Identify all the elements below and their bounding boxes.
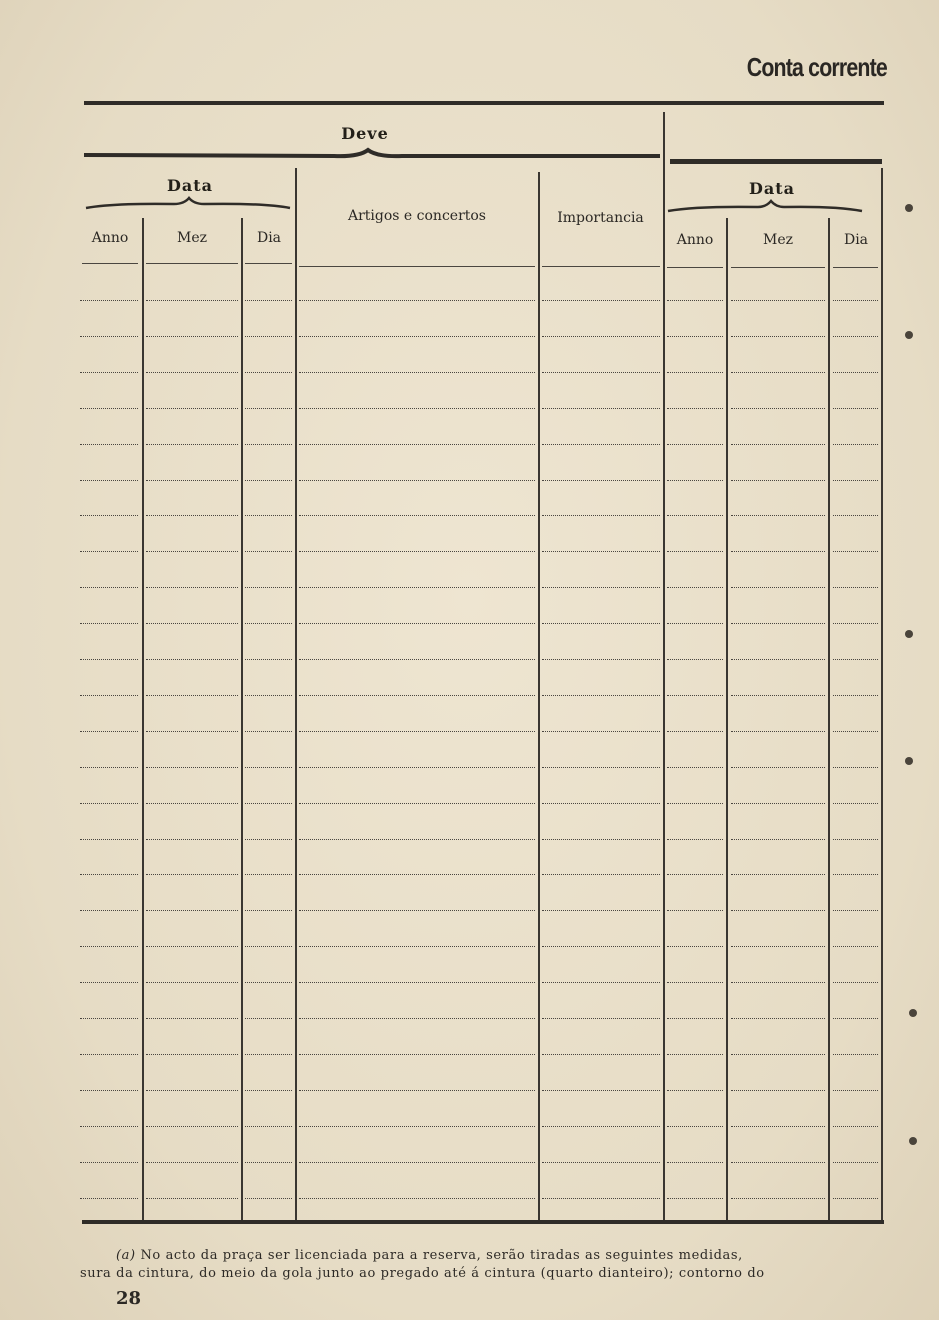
ledger-row-line [80, 408, 138, 409]
ledger-row-line [667, 839, 723, 840]
footnote-text-2: sura da cintura, do meio da gola junto ao pregado até á cintura (quarto dianteiro); contorno do [80, 1266, 765, 1281]
ledger-row-line [833, 1018, 878, 1019]
column-anno: Anno [91, 230, 129, 246]
column-artigos: Artigos e concertos [347, 208, 486, 224]
ledger-row-line [667, 1162, 723, 1163]
ledger-row-line [80, 1198, 138, 1199]
ledger-row-line [542, 767, 660, 768]
ledger-row-line [731, 946, 825, 947]
ledger-row-line [731, 659, 825, 660]
ledger-row-line [667, 982, 723, 983]
ledger-row-line [542, 300, 660, 301]
ledger-row-line [146, 444, 238, 445]
column-importancia: Importancia [557, 210, 644, 226]
ledger-row-line [667, 1054, 723, 1055]
ledger-row-line [731, 1198, 825, 1199]
ledger-row-line [299, 336, 535, 337]
ledger-row-line [80, 1054, 138, 1055]
ledger-row-line [833, 1126, 878, 1127]
ledger-row-line [833, 659, 878, 660]
ledger-row-line [542, 480, 660, 481]
ledger-row-line [833, 623, 878, 624]
ledger-row-line [833, 1090, 878, 1091]
ledger-row-line [731, 551, 825, 552]
ledger-row-line [667, 408, 723, 409]
ledger-row-line [667, 1018, 723, 1019]
ledger-row-line [542, 372, 660, 373]
ledger-row-line [833, 946, 878, 947]
ledger-row-line [731, 1018, 825, 1019]
ledger-row-line [299, 587, 535, 588]
deve-brace [84, 146, 664, 166]
ledger-row-line [833, 551, 878, 552]
ledger-row-line [80, 767, 138, 768]
ledger-row-line [667, 767, 723, 768]
ledger-row-line [80, 1090, 138, 1091]
binder-hole [909, 1137, 917, 1145]
right-date-header: Data [749, 179, 795, 198]
ledger-row-line [146, 1090, 238, 1091]
footnote-line-1 [80, 1248, 886, 1263]
ledger-row-line [731, 444, 825, 445]
ledger-row-line [245, 839, 292, 840]
ledger-row-line [731, 1090, 825, 1091]
ledger-row-line [245, 731, 292, 732]
binder-hole [905, 757, 913, 765]
ledger-row-line [542, 910, 660, 911]
ledger-row-line [245, 1198, 292, 1199]
ledger-row-line [80, 731, 138, 732]
ledger-row-line [146, 767, 238, 768]
ledger-row-line [833, 1162, 878, 1163]
header-underline [542, 266, 660, 267]
ledger-row-line [667, 1198, 723, 1199]
ledger-row-line [299, 946, 535, 947]
header-underline [667, 267, 723, 268]
ledger-row-line [833, 1054, 878, 1055]
ledger-row-line [299, 839, 535, 840]
ledger-row-line [146, 480, 238, 481]
header-underline [146, 263, 238, 264]
ledger-row-line [146, 515, 238, 516]
ledger-row-line [80, 587, 138, 588]
ledger-row-line [731, 515, 825, 516]
ledger-row-line [80, 982, 138, 983]
ledger-row-line [833, 982, 878, 983]
ledger-row-line [245, 767, 292, 768]
ledger-row-line [245, 300, 292, 301]
ledger-row-line [542, 1198, 660, 1199]
ledger-row-line [833, 767, 878, 768]
ledger-row-line [731, 803, 825, 804]
ledger-row-line [542, 659, 660, 660]
ledger-row-line [731, 336, 825, 337]
vrule-deve-right [663, 112, 665, 1220]
ledger-row-line [299, 1090, 535, 1091]
ledger-row-line [80, 372, 138, 373]
vrule-mez-dia-right [828, 218, 830, 1220]
ledger-row-line [542, 946, 660, 947]
ledger-row-line [146, 695, 238, 696]
ledger-row-line [667, 731, 723, 732]
ledger-row-line [542, 731, 660, 732]
vrule-anno-mez-right [726, 218, 728, 1220]
column-anno-right: Anno [676, 232, 714, 248]
ledger-row-line [299, 695, 535, 696]
ledger-row-line [80, 946, 138, 947]
ledger-row-line [542, 444, 660, 445]
ledger-row-line [146, 372, 238, 373]
ledger-row-line [731, 910, 825, 911]
ledger-row-line [245, 336, 292, 337]
ledger-row-line [667, 551, 723, 552]
ledger-row-line [299, 1018, 535, 1019]
binder-hole [905, 204, 913, 212]
ledger-row-line [833, 587, 878, 588]
ledger-row-line [146, 839, 238, 840]
bottom-rule [82, 1220, 884, 1224]
ledger-row-line [833, 839, 878, 840]
ledger-row-line [731, 1054, 825, 1055]
ledger-row-line [146, 300, 238, 301]
ledger-row-line [146, 408, 238, 409]
deve-header: Deve [341, 124, 389, 143]
ledger-row-line [833, 480, 878, 481]
ledger-row-line [542, 623, 660, 624]
ledger-row-line [80, 695, 138, 696]
ledger-row-line [833, 444, 878, 445]
vrule-artigos-left [295, 168, 297, 1220]
ledger-row-line [299, 515, 535, 516]
ledger-row-line [731, 408, 825, 409]
ledger-row-line [245, 515, 292, 516]
header-underline [82, 263, 138, 264]
ledger-row-line [146, 587, 238, 588]
left-date-header: Data [167, 176, 213, 195]
ledger-row-line [667, 372, 723, 373]
ledger-row-line [833, 336, 878, 337]
ledger-row-line [833, 300, 878, 301]
ledger-row-line [146, 336, 238, 337]
ledger-row-line [80, 1126, 138, 1127]
binder-hole [909, 1009, 917, 1017]
ledger-row-line [731, 695, 825, 696]
ledger-row-line [542, 982, 660, 983]
ledger-row-line [146, 659, 238, 660]
footnote-line-2 [80, 1266, 886, 1281]
ledger-row-line [245, 1018, 292, 1019]
ledger-row-line [245, 444, 292, 445]
column-mez-right: Mez [763, 232, 793, 248]
ledger-row-line [731, 1162, 825, 1163]
ledger-row-line [299, 910, 535, 911]
ledger-row-line [299, 1054, 535, 1055]
ledger-row-line [299, 408, 535, 409]
ledger-row-line [542, 1162, 660, 1163]
ledger-row-line [667, 336, 723, 337]
ledger-row-line [542, 839, 660, 840]
footnote-marker: (a) [116, 1248, 136, 1263]
vrule-table-right [881, 168, 883, 1220]
ledger-row-line [245, 910, 292, 911]
ledger-row-line [245, 1054, 292, 1055]
ledger-row-line [667, 1126, 723, 1127]
ledger-row-line [80, 444, 138, 445]
page-number: 28 [116, 1288, 142, 1309]
ledger-row-line [731, 731, 825, 732]
ledger-row-line [731, 839, 825, 840]
ledger-row-line [80, 839, 138, 840]
ledger-row-line [833, 695, 878, 696]
ledger-row-line [542, 515, 660, 516]
ledger-row-line [80, 551, 138, 552]
ledger-row-line [731, 623, 825, 624]
ledger-row-line [146, 946, 238, 947]
ledger-row-line [245, 803, 292, 804]
ledger-row-line [299, 444, 535, 445]
ledger-row-line [667, 803, 723, 804]
ledger-row-line [731, 767, 825, 768]
ledger-row-line [299, 300, 535, 301]
ledger-row-line [731, 300, 825, 301]
header-underline [731, 267, 825, 268]
ledger-row-line [299, 372, 535, 373]
ledger-row-line [833, 803, 878, 804]
ledger-row-line [245, 659, 292, 660]
ledger-row-line [245, 695, 292, 696]
ledger-row-line [245, 551, 292, 552]
header-underline [245, 263, 292, 264]
ledger-row-line [80, 910, 138, 911]
vrule-importancia-left [538, 172, 540, 1220]
ledger-row-line [299, 731, 535, 732]
ledger-row-line [299, 1198, 535, 1199]
ledger-row-line [667, 695, 723, 696]
ledger-row-line [542, 408, 660, 409]
ledger-row-line [731, 372, 825, 373]
ledger-row-line [667, 1090, 723, 1091]
ledger-row-line [146, 910, 238, 911]
vrule-mez-dia [241, 218, 243, 1220]
ledger-row-line [245, 1090, 292, 1091]
ledger-row-line [146, 1198, 238, 1199]
ledger-row-line [146, 982, 238, 983]
ledger-row-line [245, 408, 292, 409]
ledger-row-line [80, 515, 138, 516]
ledger-row-line [146, 1054, 238, 1055]
ledger-row-line [833, 731, 878, 732]
page-title: Conta corrente [746, 52, 887, 82]
ledger-row-line [245, 1126, 292, 1127]
ledger-row-line [731, 1126, 825, 1127]
ledger-row-line [667, 587, 723, 588]
ledger-row-line [80, 659, 138, 660]
ledger-row-line [299, 1126, 535, 1127]
ledger-row-line [146, 874, 238, 875]
ledger-row-line [299, 623, 535, 624]
ledger-row-line [833, 372, 878, 373]
ledger-row-line [833, 408, 878, 409]
binder-hole [905, 630, 913, 638]
ledger-row-line [245, 480, 292, 481]
ledger-row-line [146, 1162, 238, 1163]
ledger-row-line [542, 336, 660, 337]
ledger-row-line [667, 623, 723, 624]
ledger-row-line [80, 480, 138, 481]
ledger-row-line [542, 1126, 660, 1127]
ledger-row-line [667, 874, 723, 875]
ledger-row-line [80, 336, 138, 337]
ledger-row-line [80, 1162, 138, 1163]
ledger-row-line [833, 1198, 878, 1199]
ledger-row-line [146, 623, 238, 624]
ledger-row-line [542, 1018, 660, 1019]
column-dia-right: Dia [843, 232, 869, 248]
ledger-row-line [542, 1054, 660, 1055]
ledger-row-line [245, 372, 292, 373]
ledger-row-line [245, 874, 292, 875]
ledger-row-line [146, 1126, 238, 1127]
ledger-row-line [80, 874, 138, 875]
ledger-row-line [245, 587, 292, 588]
ledger-row-line [667, 444, 723, 445]
ledger-row-line [245, 982, 292, 983]
ledger-row-line [146, 803, 238, 804]
ledger-row-line [667, 910, 723, 911]
ledger-row-line [80, 300, 138, 301]
ledger-row-line [542, 551, 660, 552]
right-date-brace [666, 199, 866, 215]
ledger-row-line [299, 767, 535, 768]
ledger-row-line [299, 874, 535, 875]
ledger-row-line [833, 874, 878, 875]
ledger-row-line [245, 1162, 292, 1163]
ledger-row-line [245, 946, 292, 947]
top-rule [84, 101, 884, 105]
vrule-anno-mez [142, 218, 144, 1220]
header-underline [833, 267, 878, 268]
ledger-row-line [667, 480, 723, 481]
ledger-row-line [542, 803, 660, 804]
ledger-row-line [542, 1090, 660, 1091]
ledger-row-line [667, 946, 723, 947]
ledger-row-line [299, 982, 535, 983]
ledger-row-line [80, 803, 138, 804]
ledger-row-line [542, 587, 660, 588]
footnote-text-1: No acto da praça ser licenciada para a reserva, serão tiradas as seguintes medidas, [140, 1248, 743, 1263]
header-underline [299, 266, 535, 267]
right-top-rule [670, 159, 882, 164]
ledger-row-line [542, 874, 660, 875]
ledger-row-line [299, 803, 535, 804]
ledger-row-line [731, 982, 825, 983]
ledger-row-line [731, 874, 825, 875]
ledger-row-line [80, 623, 138, 624]
ledger-row-line [667, 300, 723, 301]
ledger-row-line [245, 623, 292, 624]
ledger-row-line [299, 1162, 535, 1163]
column-dia: Dia [256, 230, 282, 246]
ledger-row-line [299, 480, 535, 481]
binder-hole [905, 331, 913, 339]
ledger-row-line [146, 1018, 238, 1019]
ledger-row-line [667, 659, 723, 660]
column-mez: Mez [177, 230, 207, 246]
ledger-row-line [80, 1018, 138, 1019]
left-date-brace [84, 196, 294, 212]
ledger-row-line [146, 731, 238, 732]
ledger-row-line [667, 515, 723, 516]
ledger-row-line [542, 695, 660, 696]
ledger-row-line [299, 659, 535, 660]
ledger-row-line [833, 515, 878, 516]
ledger-row-line [146, 551, 238, 552]
ledger-row-line [833, 910, 878, 911]
ledger-row-line [731, 587, 825, 588]
ledger-row-line [299, 551, 535, 552]
ledger-row-line [731, 480, 825, 481]
